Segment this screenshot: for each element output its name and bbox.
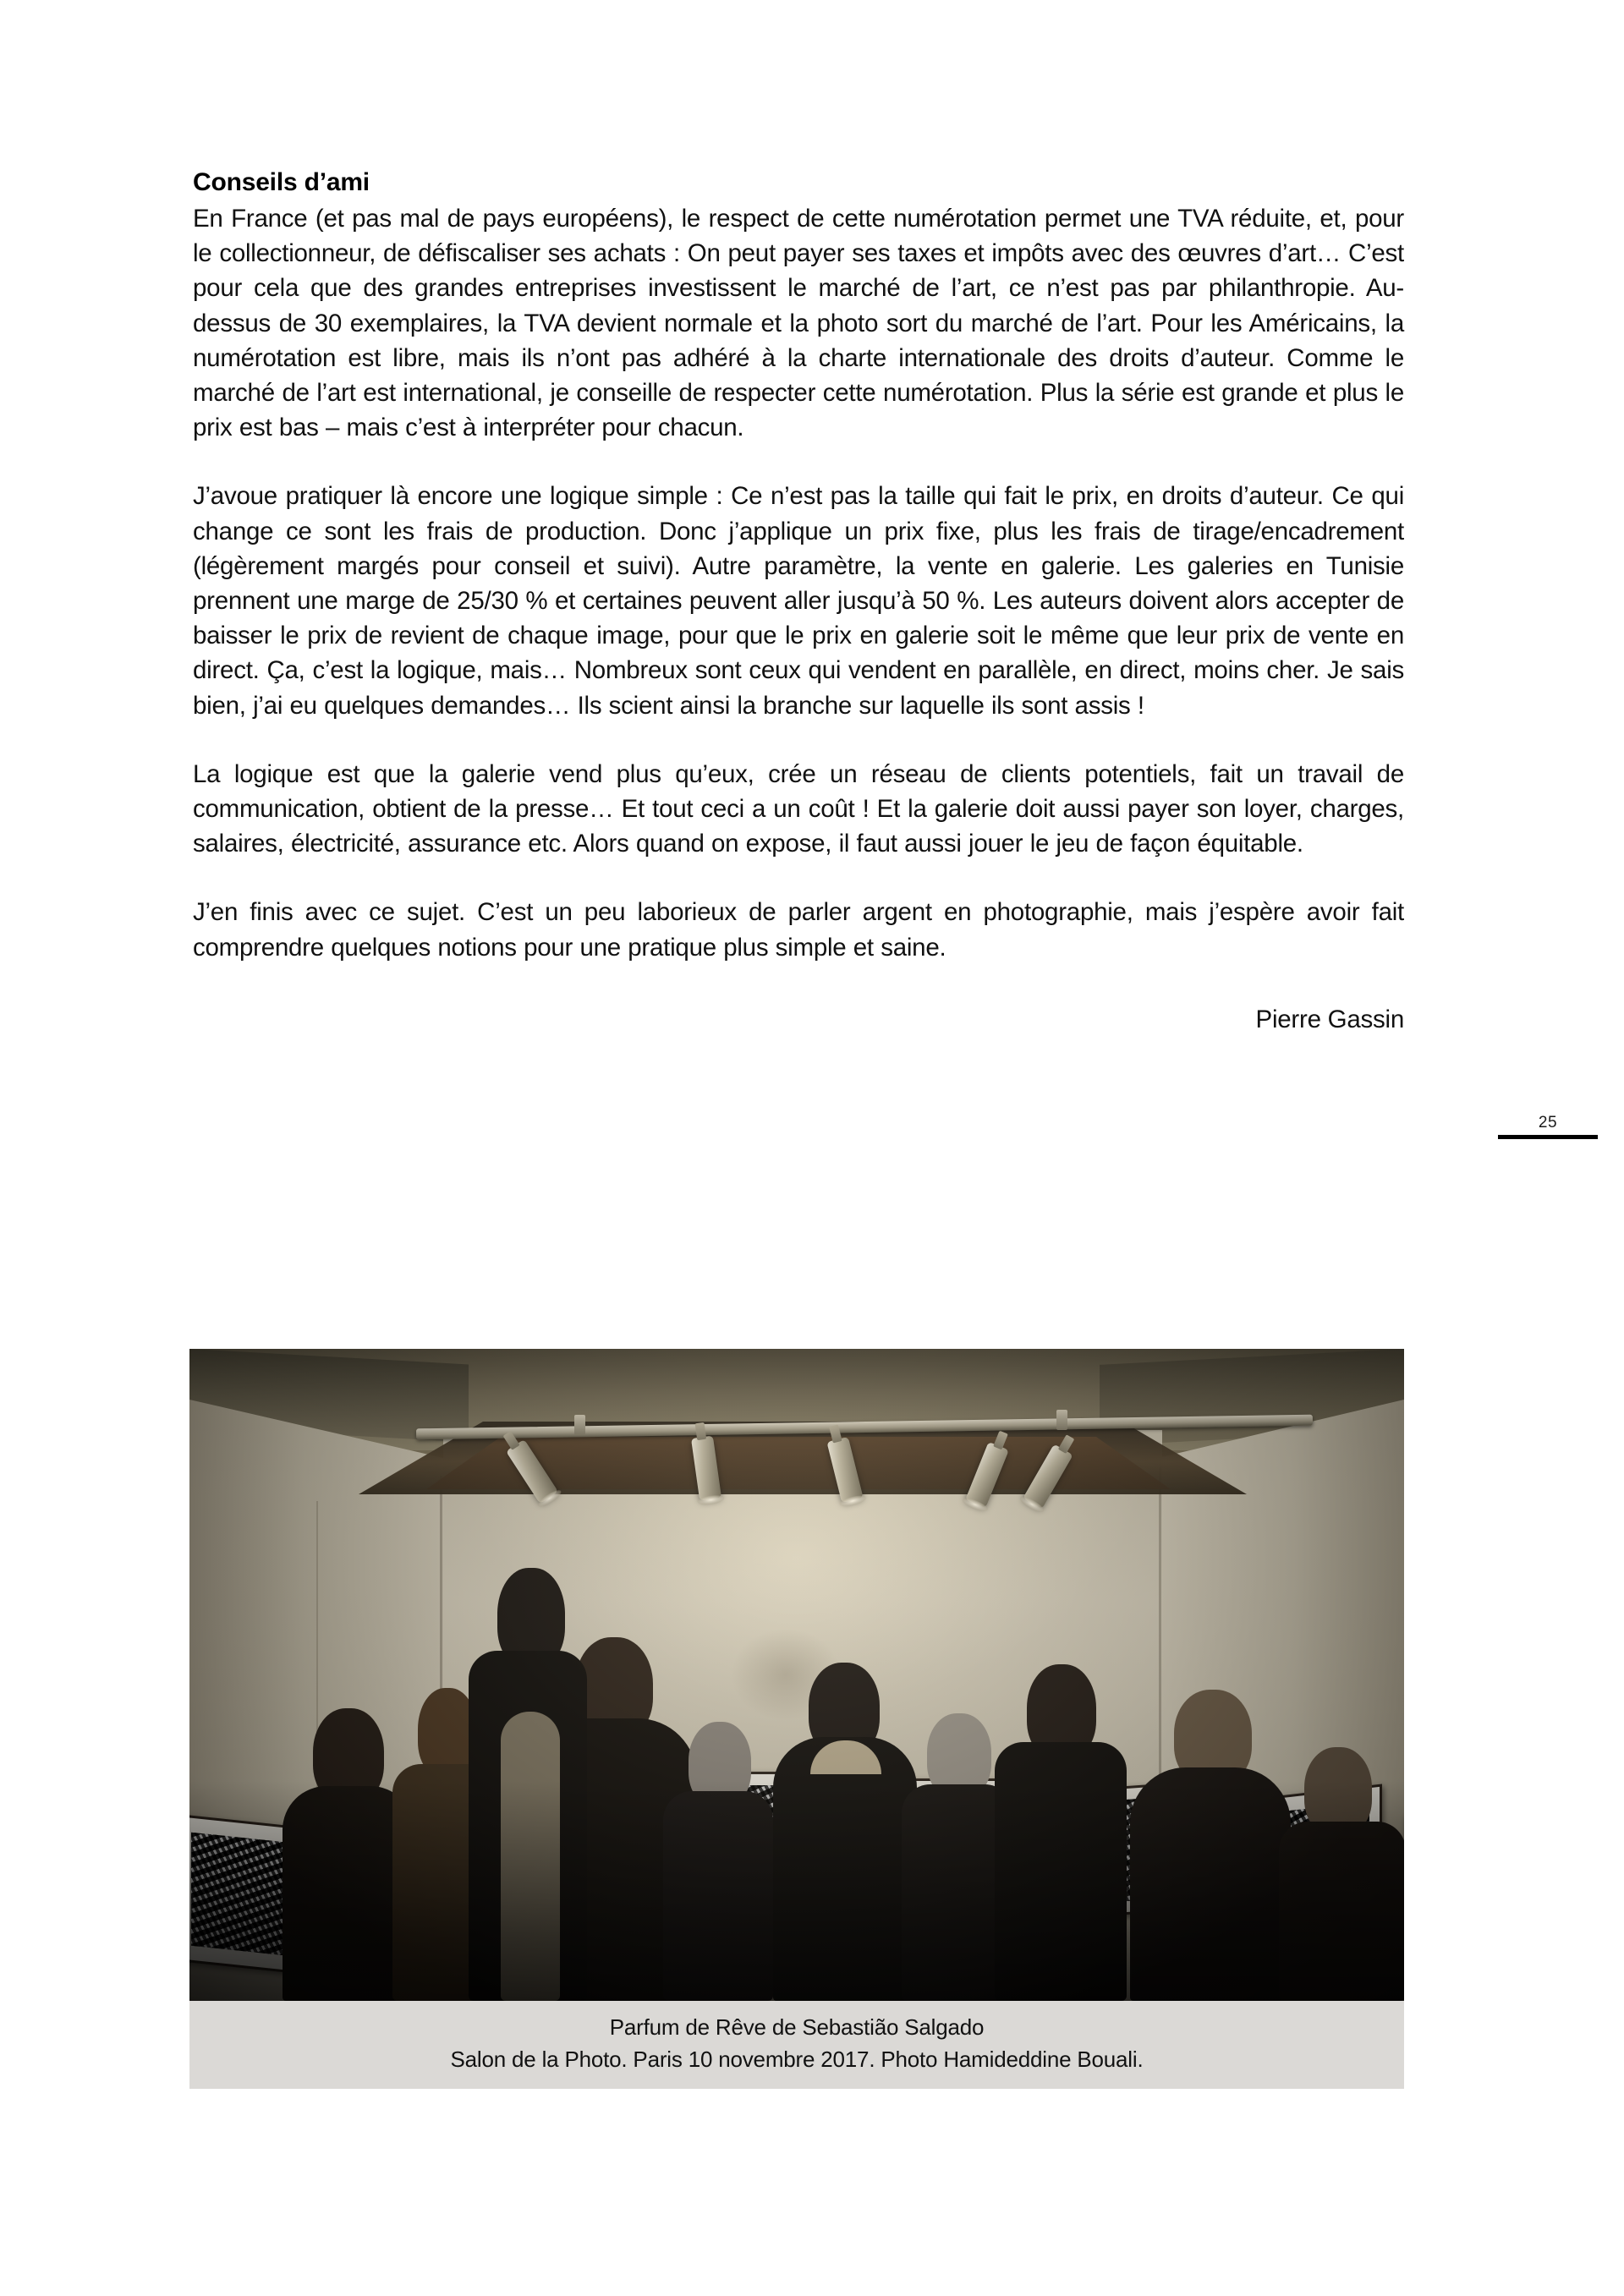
paragraph-4: J’en finis avec ce sujet. C’est un peu laborieux de parler argent en photographie, mais j’espère avoir fait comprendre quelques notions pour une pratique plus simple et saine. — [193, 898, 1404, 962]
caption-line-2: Salon de la Photo. Paris 10 novembre 2017. Photo Hamideddine Bouali. — [450, 2047, 1144, 2072]
paragraph-spacer — [193, 445, 1404, 479]
caption-line-1: Parfum de Rêve de Sebastião Salgado — [609, 2014, 985, 2040]
exhibition-figure — [189, 1349, 1404, 2089]
foreground-shadow — [189, 1781, 1404, 2001]
paragraph-3: La logique est que la galerie vend plus qu’eux, crée un réseau de clients potentiels, fait un travail de communication, obtient de la presse… Et tout ceci a un coût ! Et la galerie doit aussi payer son loyer, charges, salaires, électricité, assurance etc. Alors quand on expose, il faut aussi jouer le jeu de façon équitable. — [193, 759, 1404, 858]
folio-rule — [1498, 1135, 1598, 1139]
paragraph-spacer — [193, 861, 1404, 895]
rail-bracket — [1056, 1410, 1067, 1430]
author-signature: Pierre Gassin — [1255, 1005, 1404, 1033]
paragraph-2: J’avoue pratiquer là encore une logique simple : Ce n’est pas la taille qui fait le prix, en droits d’auteur. Ce qui change ce sont les frais de production. Donc j’applique un prix fixe, plus les frais de tirage/encadrement (légèrement margés pour conseil et suivi). Autre paramètre, la vente en galerie. Les galeries en Tunisie prennent une marge de 25/30 % et certaines peuvent aller jusqu’à 50 %. Les auteurs doivent alors accepter de baisser le prix de revient de chaque image, pour que le prix en galerie soit le même que leur prix de vente en direct. Ça, c’est la logique, mais… Nombreux sont ceux qui vendent en parallèle, en direct, moins cher. Je sais bien, j’ai eu quelques demandes… Ils scient ainsi la branche sur laquelle ils sont assis ! — [193, 482, 1404, 720]
signature-spacer — [193, 965, 1404, 1002]
gallery-visitors-crowd — [189, 1637, 1404, 2001]
paragraph-spacer — [193, 723, 1404, 757]
paragraph-1: En France (et pas mal de pays européens), le respect de cette numérotation permet une TVA réduite, et, pour le collectionneur, de défiscaliser ses achats : On peut payer ses taxes et impôts avec des œuvres d’art… C’est pour cela que des grandes entreprises investissent le marché de l’art, ce n’est pas par philanthropie. Au-dessus de 30 exemplaires, la TVA devient normale et la photo sort du marché de l’art. Pour les Américains, la numérotation est libre, mais ils n’ont pas adhéré à la charte internationale des droits d’auteur. Comme le marché de l’art est international, je conseille de respecter cette numérotation. Plus la série est grande et plus le prix est bas – mais c’est à interpréter pour chacun. — [193, 205, 1404, 442]
figure-caption — [189, 2001, 1404, 2089]
gallery-photograph — [189, 1349, 1404, 2001]
article-text-column — [193, 166, 1404, 1037]
page-number: 25 — [1538, 1114, 1558, 1132]
section-heading: Conseils d’ami — [193, 168, 370, 196]
rail-bracket — [574, 1415, 585, 1435]
page-folio — [1498, 1114, 1599, 1139]
